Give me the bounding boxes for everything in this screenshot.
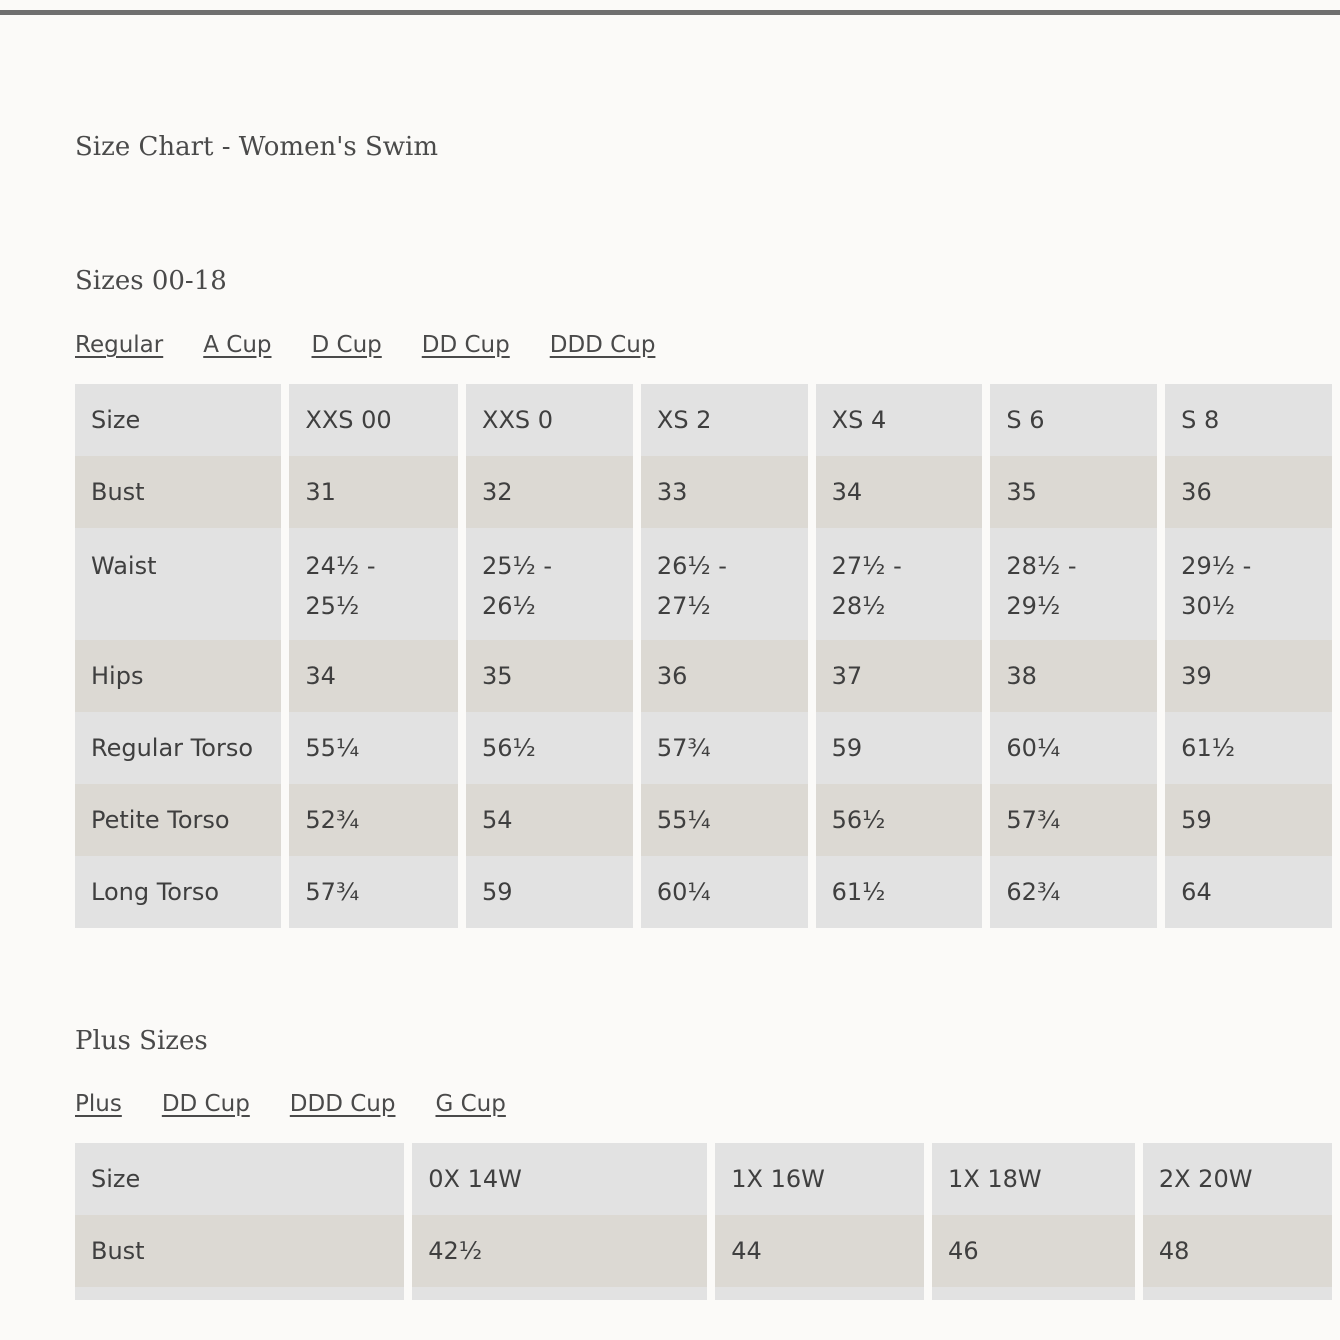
table-row [75, 856, 1332, 928]
tab-regular[interactable]: Regular [75, 332, 164, 358]
measurement-cell: 33 [641, 456, 808, 528]
empty-cell [715, 1287, 924, 1300]
size-tabs-plus [75, 1091, 546, 1117]
table-row [75, 1215, 1332, 1287]
measurement-cell: 64 [1165, 856, 1332, 928]
table-row [75, 712, 1332, 784]
measurement-cell: 39 [1165, 640, 1332, 712]
tab-ddd-cup[interactable]: DDD Cup [549, 332, 656, 358]
measurement-cell: 24½ - 25½ [289, 528, 458, 640]
measurement-cell: 37 [816, 640, 983, 712]
empty-cell [412, 1287, 707, 1300]
measurement-cell: 60¼ [641, 856, 808, 928]
size-header-cell: 1X 18W [932, 1143, 1135, 1215]
size-header-cell: XS 2 [641, 384, 808, 456]
measurement-cell: 29½ - 30½ [1165, 528, 1332, 640]
table-row [75, 528, 1332, 640]
measurement-cell: 27½ - 28½ [816, 528, 983, 640]
measurement-cell: 35 [990, 456, 1157, 528]
measurement-cell: 56½ [466, 712, 633, 784]
measurement-cell: 26½ - 27½ [641, 528, 808, 640]
tab-plus-dd-cup[interactable]: DD Cup [161, 1091, 250, 1117]
row-label: Long Torso [75, 856, 281, 928]
measurement-cell: 57¾ [641, 712, 808, 784]
measurement-cell: 36 [641, 640, 808, 712]
tab-d-cup[interactable]: D Cup [311, 332, 382, 358]
size-header-cell: 0X 14W [412, 1143, 707, 1215]
measurement-cell: 35 [466, 640, 633, 712]
table-header-row [75, 1143, 1332, 1215]
measurement-cell: 59 [816, 712, 983, 784]
empty-cell [1143, 1287, 1332, 1300]
row-label: Petite Torso [75, 784, 281, 856]
section-title-regular: Sizes 00-18 [75, 266, 227, 296]
section-title-plus: Plus Sizes [75, 1026, 208, 1056]
measurement-cell: 59 [466, 856, 633, 928]
table-row [75, 456, 1332, 528]
size-header-cell: S 6 [990, 384, 1157, 456]
size-header-cell: XXS 0 [466, 384, 633, 456]
measurement-cell: 31 [289, 456, 458, 528]
measurement-cell: 34 [289, 640, 458, 712]
empty-cell [932, 1287, 1135, 1300]
table-row [75, 784, 1332, 856]
table-header-row [75, 384, 1332, 456]
measurement-cell: 44 [715, 1215, 924, 1287]
row-label: Hips [75, 640, 281, 712]
measurement-cell: 46 [932, 1215, 1135, 1287]
measurement-cell: 56½ [816, 784, 983, 856]
size-header-cell: XXS 00 [289, 384, 458, 456]
row-label: Size [75, 384, 281, 456]
row-label: Bust [75, 1215, 404, 1287]
tab-g-cup[interactable]: G Cup [435, 1091, 506, 1117]
measurement-cell: 59 [1165, 784, 1332, 856]
measurement-cell: 60¼ [990, 712, 1157, 784]
measurement-cell: 42½ [412, 1215, 707, 1287]
page-title: Size Chart - Women's Swim [75, 132, 438, 162]
empty-cell [75, 1287, 404, 1300]
measurement-cell: 36 [1165, 456, 1332, 528]
size-header-cell: S 8 [1165, 384, 1332, 456]
tab-a-cup[interactable]: A Cup [203, 332, 272, 358]
measurement-cell: 48 [1143, 1215, 1332, 1287]
measurement-cell: 52¾ [289, 784, 458, 856]
measurement-cell: 57¾ [990, 784, 1157, 856]
tab-plus-ddd-cup[interactable]: DDD Cup [289, 1091, 396, 1117]
measurement-cell: 32 [466, 456, 633, 528]
measurement-cell: 61½ [1165, 712, 1332, 784]
measurement-cell: 61½ [816, 856, 983, 928]
size-table-plus [75, 1143, 1340, 1300]
size-tabs-regular [75, 332, 695, 358]
measurement-cell: 54 [466, 784, 633, 856]
measurement-cell: 34 [816, 456, 983, 528]
measurement-cell: 57¾ [289, 856, 458, 928]
measurement-cell: 25½ - 26½ [466, 528, 633, 640]
size-header-cell: 1X 16W [715, 1143, 924, 1215]
row-label: Regular Torso [75, 712, 281, 784]
row-label: Size [75, 1143, 404, 1215]
size-table-regular [75, 384, 1340, 928]
size-header-cell: 2X 20W [1143, 1143, 1332, 1215]
measurement-cell: 55¼ [289, 712, 458, 784]
top-border [0, 10, 1340, 15]
size-header-cell: XS 4 [816, 384, 983, 456]
row-label: Waist [75, 528, 281, 640]
tab-dd-cup[interactable]: DD Cup [421, 332, 510, 358]
measurement-cell: 28½ - 29½ [990, 528, 1157, 640]
row-label: Bust [75, 456, 281, 528]
tab-plus[interactable]: Plus [75, 1091, 122, 1117]
table-row [75, 1287, 1332, 1300]
measurement-cell: 62¾ [990, 856, 1157, 928]
table-row [75, 640, 1332, 712]
measurement-cell: 38 [990, 640, 1157, 712]
measurement-cell: 55¼ [641, 784, 808, 856]
